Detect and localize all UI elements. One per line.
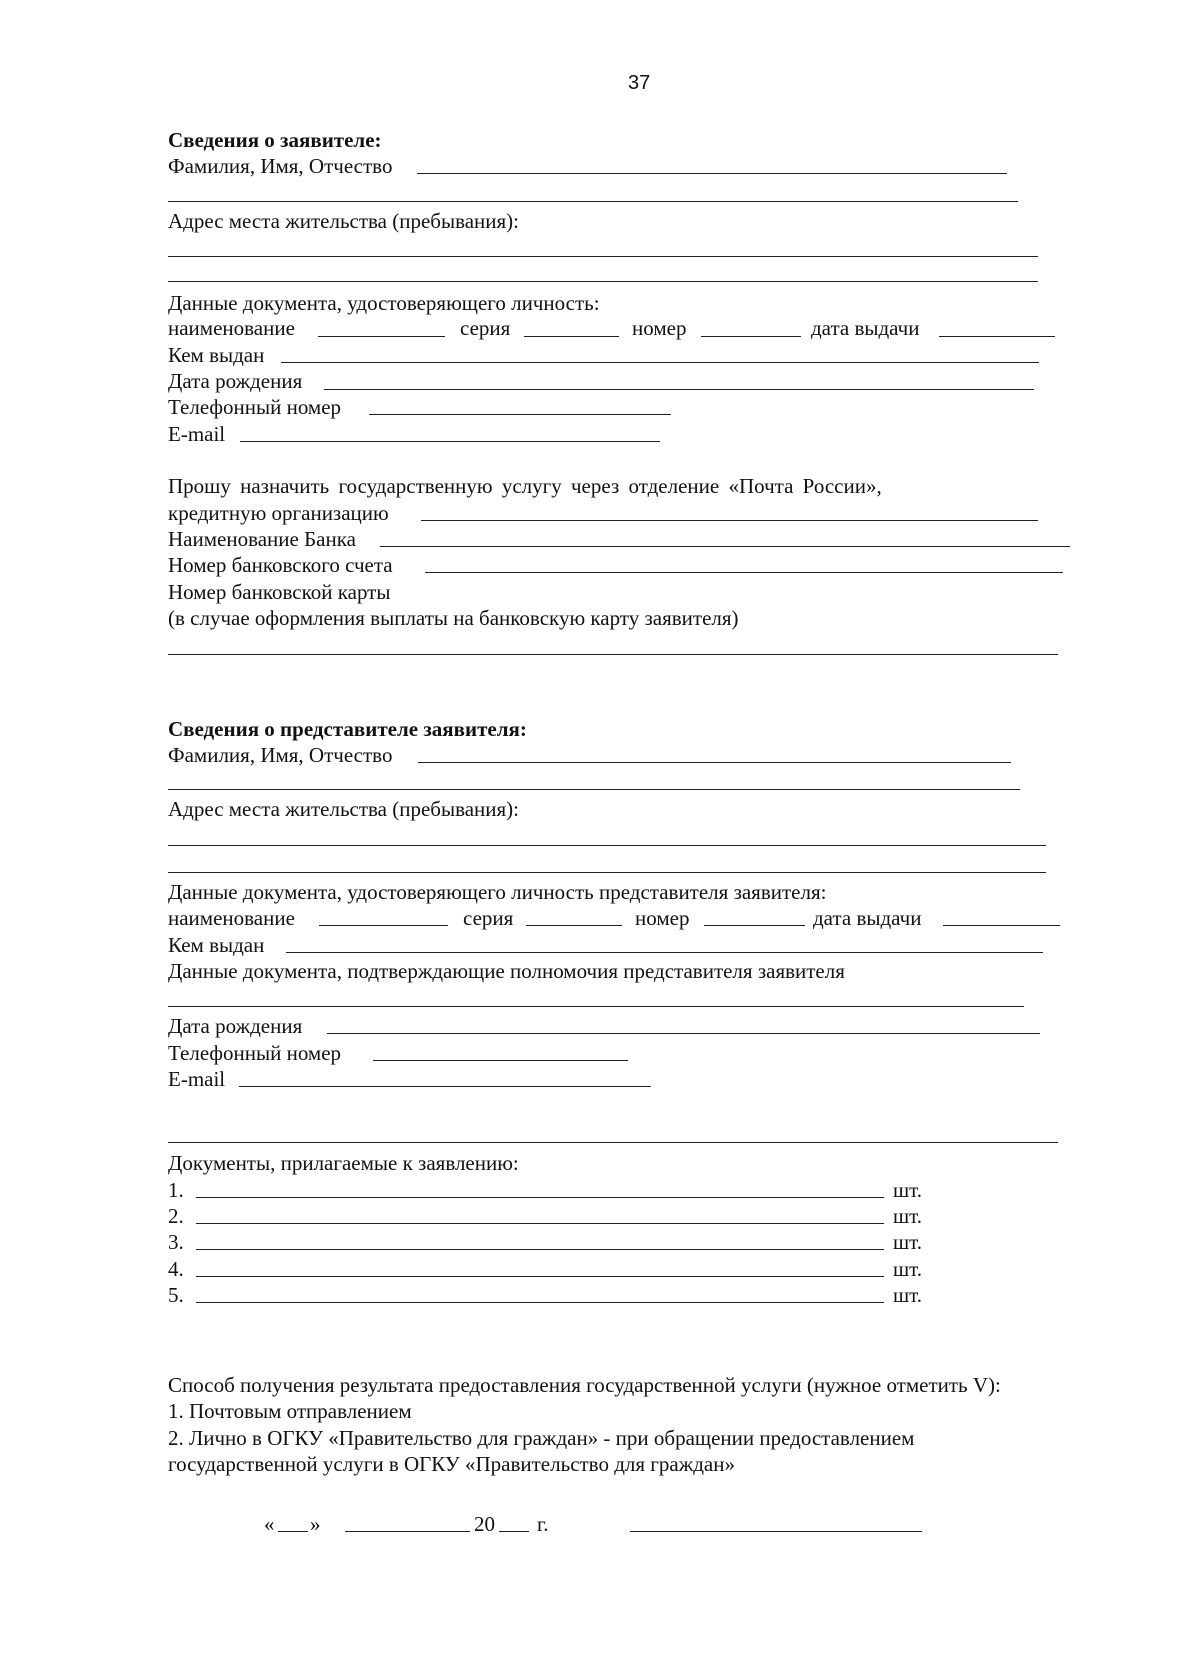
applicant-issue-date-field[interactable] xyxy=(939,336,1055,337)
bank-account-field[interactable] xyxy=(425,572,1063,573)
attachment-unit: шт. xyxy=(893,1178,923,1202)
delivery-option-in-person-cont: государственной услуги в ОГКУ «Правительство для граждан» xyxy=(168,1452,735,1476)
bank-account-label: Номер банковского счета xyxy=(168,553,393,577)
representative-number-field[interactable] xyxy=(704,925,805,926)
attachment-number: 1. xyxy=(168,1178,184,1202)
representative-number-label: номер xyxy=(635,906,690,930)
attachment-number: 4. xyxy=(168,1257,184,1281)
applicant-series-label: серия xyxy=(460,316,511,340)
applicant-heading: Сведения о заявителе: xyxy=(168,128,382,152)
representative-doc-name-field[interactable] xyxy=(319,925,448,926)
applicant-email-field[interactable] xyxy=(240,441,660,442)
applicant-full-name-field[interactable] xyxy=(417,173,1007,174)
applicant-doc-name-label: наименование xyxy=(168,316,295,340)
date-year-suffix: г. xyxy=(537,1512,549,1536)
applicant-phone-label: Телефонный номер xyxy=(168,395,342,419)
attachments-heading: Документы, прилагаемые к заявлению: xyxy=(168,1151,519,1175)
representative-series-label: серия xyxy=(463,906,514,930)
bank-name-label: Наименование Банка xyxy=(168,527,356,551)
delivery-option-mail[interactable]: 1. Почтовым отправлением xyxy=(168,1399,412,1423)
representative-authority-doc-label: Данные документа, подтверждающие полномочия представителя заявителя xyxy=(168,959,845,983)
representative-issue-date-field[interactable] xyxy=(943,925,1060,926)
representative-issued-by-field[interactable] xyxy=(286,952,1043,953)
representative-full-name-field-2[interactable] xyxy=(168,789,1020,790)
representative-birth-date-field[interactable] xyxy=(327,1033,1040,1034)
applicant-number-field[interactable] xyxy=(701,336,801,337)
attachment-number: 5. xyxy=(168,1283,184,1307)
date-month-field[interactable] xyxy=(345,1531,470,1532)
representative-id-doc-label: Данные документа, удостоверяющего личность представителя заявителя: xyxy=(168,880,827,904)
bank-card-field[interactable] xyxy=(168,654,1058,655)
attachment-unit: шт. xyxy=(893,1257,923,1281)
representative-authority-doc-field[interactable] xyxy=(168,1006,1024,1007)
representative-issue-date-label: дата выдачи xyxy=(813,906,922,930)
applicant-email-label: E-mail xyxy=(168,422,226,446)
attachment-unit: шт. xyxy=(893,1204,923,1228)
signature-field[interactable] xyxy=(630,1531,922,1532)
bank-card-note: (в случае оформления выплаты на банковскую карту заявителя) xyxy=(168,606,739,630)
applicant-issued-by-label: Кем выдан xyxy=(168,343,265,367)
representative-birth-date-label: Дата рождения xyxy=(168,1014,303,1038)
attachment-number: 3. xyxy=(168,1230,184,1254)
applicant-doc-name-field[interactable] xyxy=(318,336,445,337)
applicant-id-doc-label: Данные документа, удостоверяющего личность: xyxy=(168,291,600,315)
applicant-address-field-1[interactable] xyxy=(168,256,1038,257)
date-year-field[interactable] xyxy=(499,1531,529,1532)
delivery-heading: Способ получения результата предоставления государственной услуги (нужное отметить V): xyxy=(168,1373,1001,1397)
representative-email-label: E-mail xyxy=(168,1067,226,1091)
credit-org-label: кредитную организацию xyxy=(168,501,389,525)
date-open-quote: « xyxy=(264,1512,275,1536)
applicant-address-field-2[interactable] xyxy=(168,281,1038,282)
page-number: 37 xyxy=(628,72,651,94)
attachment-unit: шт. xyxy=(893,1230,923,1254)
applicant-phone-field[interactable] xyxy=(369,414,671,415)
applicant-birth-date-field[interactable] xyxy=(324,389,1034,390)
date-day-field[interactable] xyxy=(278,1531,308,1532)
representative-address-field-1[interactable] xyxy=(168,845,1046,846)
applicant-full-name-label: Фамилия, Имя, Отчество xyxy=(168,154,393,178)
bank-card-label: Номер банковской карты xyxy=(168,580,391,604)
bank-name-field[interactable] xyxy=(380,546,1070,547)
applicant-number-label: номер xyxy=(632,316,687,340)
attachment-field[interactable] xyxy=(196,1302,884,1303)
applicant-series-field[interactable] xyxy=(524,336,619,337)
representative-email-field[interactable] xyxy=(239,1086,651,1087)
attachment-field[interactable] xyxy=(196,1276,884,1277)
representative-full-name-field[interactable] xyxy=(418,762,1011,763)
applicant-issue-date-label: дата выдачи xyxy=(811,316,920,340)
attachment-unit: шт. xyxy=(893,1283,923,1307)
section-divider-line xyxy=(168,1142,1058,1143)
applicant-issued-by-field[interactable] xyxy=(281,362,1039,363)
representative-doc-name-label: наименование xyxy=(168,906,295,930)
payment-request-text: Прошу назначить государственную услугу через отделение «Почта России», xyxy=(168,474,882,498)
date-year-prefix: 20 xyxy=(474,1512,495,1536)
applicant-full-name-field-2[interactable] xyxy=(168,201,1018,202)
representative-phone-field[interactable] xyxy=(373,1060,628,1061)
date-close-quote: » xyxy=(310,1512,321,1536)
attachment-field[interactable] xyxy=(196,1197,884,1198)
attachment-field[interactable] xyxy=(196,1249,884,1250)
attachment-number: 2. xyxy=(168,1204,184,1228)
representative-address-field-2[interactable] xyxy=(168,872,1046,873)
credit-org-field[interactable] xyxy=(421,520,1038,521)
representative-heading: Сведения о представителе заявителя: xyxy=(168,717,527,741)
attachment-field[interactable] xyxy=(196,1223,884,1224)
applicant-address-label: Адрес места жительства (пребывания): xyxy=(168,209,520,233)
representative-full-name-label: Фамилия, Имя, Отчество xyxy=(168,743,393,767)
representative-issued-by-label: Кем выдан xyxy=(168,933,265,957)
representative-address-label: Адрес места жительства (пребывания): xyxy=(168,797,520,821)
representative-series-field[interactable] xyxy=(526,925,622,926)
delivery-option-in-person[interactable]: 2. Лично в ОГКУ «Правительство для граждан» - при обращении предоставлением xyxy=(168,1426,915,1450)
applicant-birth-date-label: Дата рождения xyxy=(168,369,303,393)
representative-phone-label: Телефонный номер xyxy=(168,1041,342,1065)
